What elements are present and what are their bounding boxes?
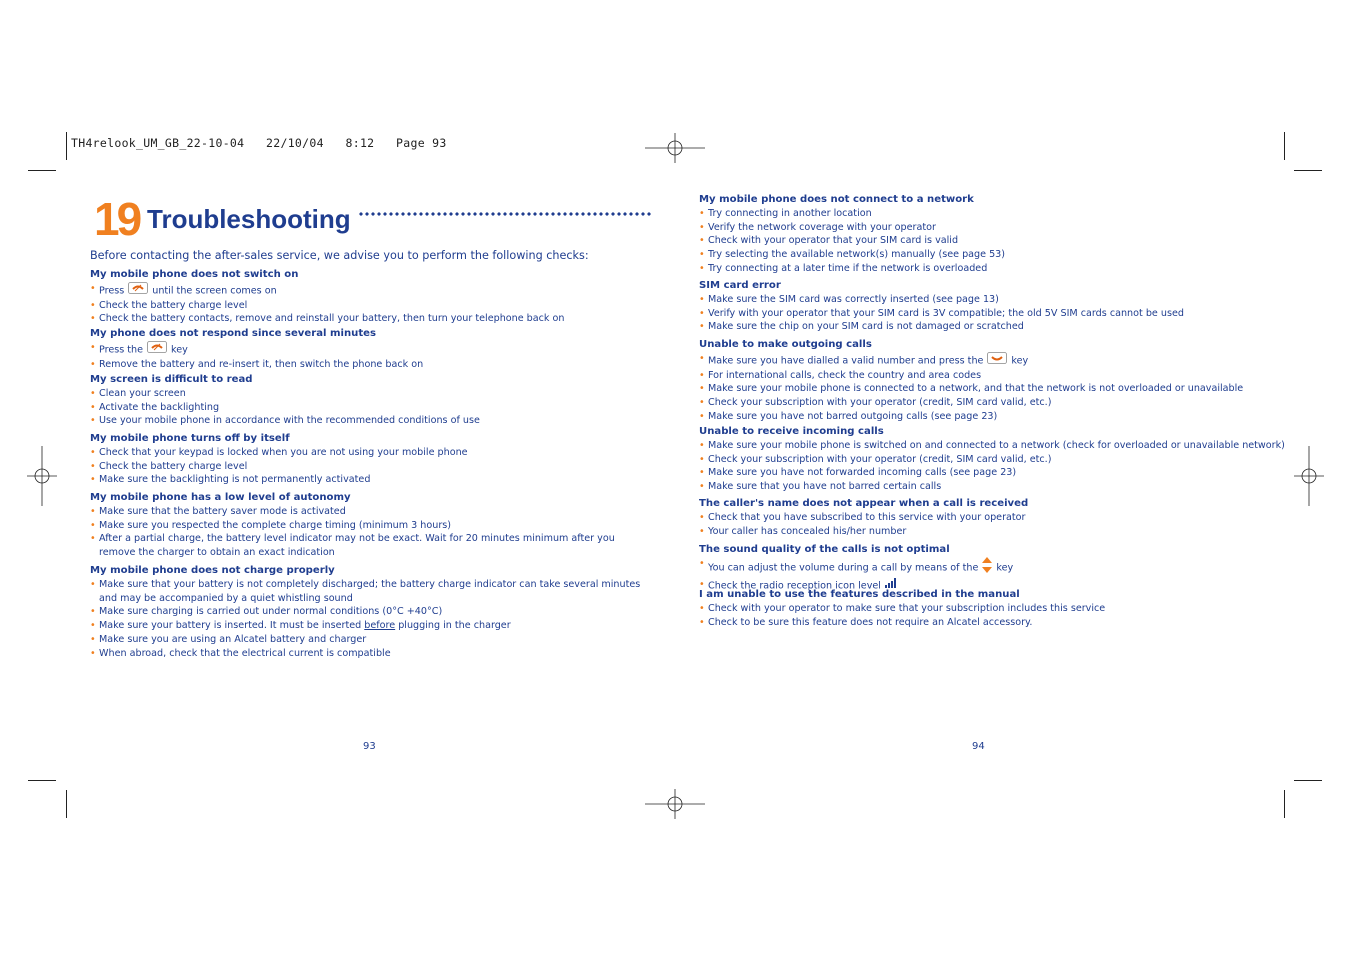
section-sim-error xyxy=(699,279,1289,334)
section-not-respond xyxy=(90,327,652,371)
section-heading: My mobile phone does not connect to a network xyxy=(699,194,974,205)
list-item: • Check your subscription with your operator (credit, SIM card valid, etc.) xyxy=(699,453,1289,467)
section-heading: The sound quality of the calls is not optimal xyxy=(699,544,950,555)
list-item: • Make sure you are using an Alcatel battery and charger xyxy=(90,633,652,647)
section-screen-difficult xyxy=(90,373,652,428)
intro-text: Before contacting the after-sales service, we advise you to perform the following checks: xyxy=(90,249,589,262)
registration-mark-bottom xyxy=(645,789,705,819)
list-item: • Press until the screen comes on xyxy=(90,282,652,299)
list-item: • Make sure charging is carried out under normal conditions (0°C +40°C) xyxy=(90,605,652,619)
list-item: • Make sure your battery is inserted. It must be inserted before plugging in the charger xyxy=(90,619,652,633)
registration-mark-top xyxy=(645,133,705,163)
list-item: • You can adjust the volume during a call by means of the key xyxy=(699,557,1289,578)
print-slug: TH4relook_UM_GB_22-10-04 22/10/04 8:12 Page 93 xyxy=(71,136,447,150)
list-item: • Make sure the backlighting is not permanently activated xyxy=(90,473,652,487)
list-item: • Make sure that your battery is not completely discharged; the battery charge indicator can take several minutes and may be accompanied by a quiet whistling sound xyxy=(90,578,652,605)
section-heading: My mobile phone turns off by itself xyxy=(90,433,290,444)
list-item: • Try selecting the available network(s) manually (see page 53) xyxy=(699,248,1289,262)
section-sound-quality xyxy=(699,543,1289,593)
list-item: • Check with your operator that your SIM card is valid xyxy=(699,234,1289,248)
list-item: • Check that you have subscribed to this service with your operator xyxy=(699,511,1289,525)
crop-mark xyxy=(1284,132,1285,160)
end-call-key-icon xyxy=(147,341,167,358)
section-no-network xyxy=(699,193,1289,276)
title-leader-dots xyxy=(358,211,652,219)
list-item: • Make sure your mobile phone is connected to a network, and that the network is not overloaded or unavailable xyxy=(699,382,1289,396)
list-item: • Check the battery charge level xyxy=(90,299,652,313)
section-heading: I am unable to use the features described in the manual xyxy=(699,589,1020,600)
section-heading: My phone does not respond since several minutes xyxy=(90,328,377,339)
list-item: • Try connecting at a later time if the network is overloaded xyxy=(699,262,1289,276)
section-caller-name xyxy=(699,497,1289,538)
page-number-left: 93 xyxy=(363,741,376,752)
section-heading: Unable to receive incoming calls xyxy=(699,426,884,437)
section-incoming-calls xyxy=(699,425,1289,494)
list-item: • Activate the backlighting xyxy=(90,401,652,415)
section-low-autonomy xyxy=(90,491,652,560)
call-key-icon xyxy=(987,352,1007,369)
list-item: • Make sure you have not barred outgoing calls (see page 23) xyxy=(699,410,1289,424)
end-call-key-icon xyxy=(128,282,148,299)
section-heading: SIM card error xyxy=(699,280,781,291)
list-item: • Verify with your operator that your SIM card is 3V compatible; the old 5V SIM cards cannot be used xyxy=(699,307,1289,321)
crop-mark xyxy=(28,170,56,171)
section-heading: My mobile phone does not switch on xyxy=(90,269,299,280)
chapter-number: 19 xyxy=(94,193,140,245)
list-item: • Check with your operator to make sure that your subscription includes this service xyxy=(699,602,1289,616)
chapter-header xyxy=(90,193,652,245)
section-outgoing-calls xyxy=(699,338,1289,424)
chapter-title: Troubleshooting xyxy=(147,204,351,234)
crop-mark xyxy=(28,780,56,781)
registration-mark-left xyxy=(27,446,57,506)
list-item: • Make sure that you have not barred certain calls xyxy=(699,480,1289,494)
section-features xyxy=(699,588,1289,629)
list-item: • Your caller has concealed his/her number xyxy=(699,525,1289,539)
volume-key-icon xyxy=(982,557,992,578)
list-item: • Press the key xyxy=(90,341,652,358)
list-item: • Use your mobile phone in accordance with the recommended conditions of use xyxy=(90,414,652,428)
list-item: • Check that your keypad is locked when you are not using your mobile phone xyxy=(90,446,652,460)
crop-mark xyxy=(1294,780,1322,781)
list-item: • Check the battery charge level xyxy=(90,460,652,474)
registration-mark-right xyxy=(1294,446,1324,506)
page-number-right: 94 xyxy=(972,741,985,752)
crop-mark xyxy=(1294,170,1322,171)
section-heading: My mobile phone has a low level of autonomy xyxy=(90,492,351,503)
section-heading: My mobile phone does not charge properly xyxy=(90,565,335,576)
list-item: • For international calls, check the country and area codes xyxy=(699,369,1289,383)
list-item: • Make sure you have not forwarded incoming calls (see page 23) xyxy=(699,466,1289,480)
crop-mark xyxy=(66,790,67,818)
list-item: • Verify the network coverage with your operator xyxy=(699,221,1289,235)
section-not-charge xyxy=(90,564,652,660)
section-heading: The caller's name does not appear when a call is received xyxy=(699,498,1029,509)
list-item: • Make sure that the battery saver mode is activated xyxy=(90,505,652,519)
list-item: • Check the battery contacts, remove and reinstall your battery, then turn your telephone back on xyxy=(90,312,652,326)
list-item: • Make sure you have dialled a valid number and press the key xyxy=(699,352,1289,369)
list-item: • Make sure you respected the complete charge timing (minimum 3 hours) xyxy=(90,519,652,533)
list-item: • When abroad, check that the electrical current is compatible xyxy=(90,647,652,661)
section-no-switch-on xyxy=(90,268,652,326)
section-turns-off xyxy=(90,432,652,487)
list-item: • Check to be sure this feature does not require an Alcatel accessory. xyxy=(699,616,1289,630)
section-heading: Unable to make outgoing calls xyxy=(699,339,872,350)
list-item: • Make sure your mobile phone is switched on and connected to a network (check for overloaded or unavailable network) xyxy=(699,439,1289,453)
list-item: • After a partial charge, the battery level indicator may not be exact. Wait for 20 minutes minimum after you remove the charger to obtain an exact indication xyxy=(90,532,652,559)
list-item: • Check your subscription with your operator (credit, SIM card valid, etc.) xyxy=(699,396,1289,410)
list-item: • Try connecting in another location xyxy=(699,207,1289,221)
list-item: • Make sure the SIM card was correctly inserted (see page 13) xyxy=(699,293,1289,307)
list-item: • Clean your screen xyxy=(90,387,652,401)
crop-mark xyxy=(66,132,67,160)
crop-mark xyxy=(1284,790,1285,818)
list-item: • Make sure the chip on your SIM card is not damaged or scratched xyxy=(699,320,1289,334)
list-item: • Check the radio reception icon level xyxy=(699,578,1289,593)
section-heading: My screen is difficult to read xyxy=(90,374,253,385)
list-item: • Remove the battery and re-insert it, then switch the phone back on xyxy=(90,358,652,372)
